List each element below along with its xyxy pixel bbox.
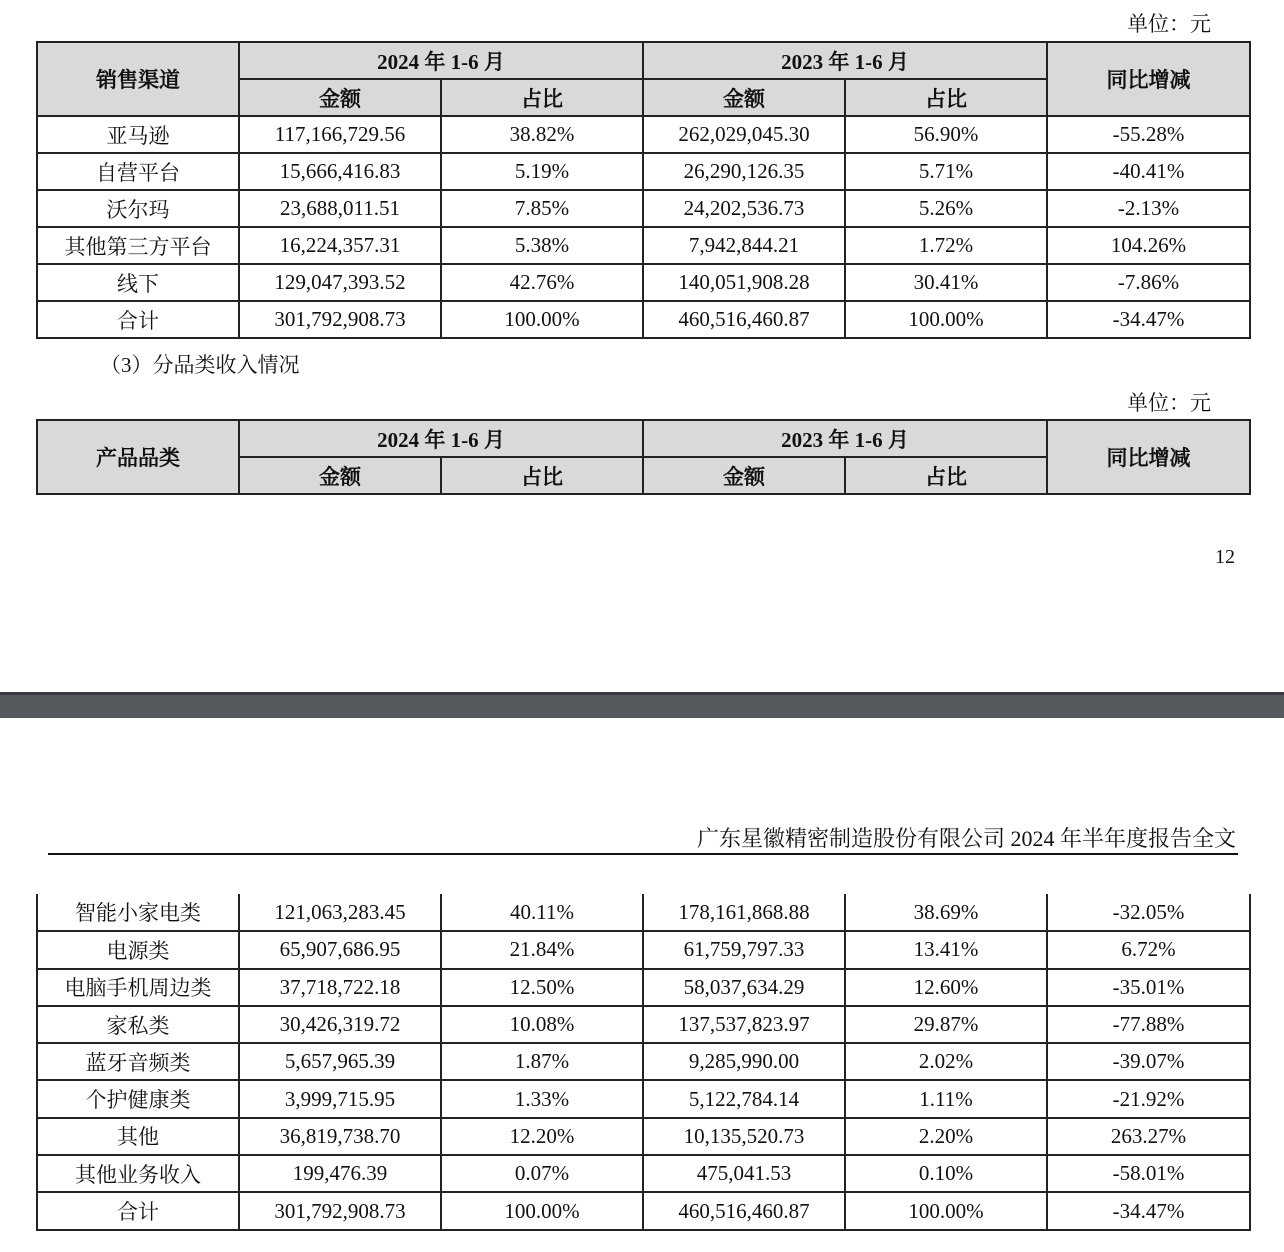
yoy-change: -34.47%: [1047, 1192, 1250, 1229]
row-name: 线下: [37, 264, 239, 301]
share-2023: 2.02%: [845, 1043, 1047, 1080]
amount-2024: 199,476.39: [239, 1155, 441, 1192]
page-bottom: [0, 718, 1284, 1252]
yoy-change: -39.07%: [1047, 1043, 1250, 1080]
amount-2024: 301,792,908.73: [239, 1192, 441, 1229]
amount-2024: 23,688,011.51: [239, 190, 441, 227]
header-amount-2024: 金额: [239, 457, 441, 494]
amount-2023: 7,942,844.21: [643, 227, 845, 264]
row-name: 其他第三方平台: [37, 227, 239, 264]
table-row-total: [37, 301, 1250, 338]
product-table-body: [36, 894, 1251, 1231]
amount-2023: 460,516,460.87: [643, 1192, 845, 1229]
table-row: [37, 153, 1250, 190]
table-row: [37, 1043, 1250, 1080]
yoy-change: 263.27%: [1047, 1118, 1250, 1155]
share-2024: 40.11%: [441, 894, 643, 931]
share-2023: 100.00%: [845, 1192, 1047, 1229]
table-row: [37, 190, 1250, 227]
amount-2024: 36,819,738.70: [239, 1118, 441, 1155]
header-yoy: 同比增减: [1047, 420, 1250, 494]
yoy-change: 104.26%: [1047, 227, 1250, 264]
header-amount-2023: 金额: [643, 457, 845, 494]
share-2024: 5.38%: [441, 227, 643, 264]
table-row: [37, 894, 1250, 931]
yoy-change: -34.47%: [1047, 301, 1250, 338]
amount-2024: 65,907,686.95: [239, 931, 441, 968]
amount-2024: 37,718,722.18: [239, 969, 441, 1006]
row-name: 家私类: [37, 1006, 239, 1043]
row-name: 合计: [37, 301, 239, 338]
amount-2024: 3,999,715.95: [239, 1080, 441, 1117]
amount-2023: 178,161,868.88: [643, 894, 845, 931]
row-name: 个护健康类: [37, 1080, 239, 1117]
page-number: 12: [1215, 546, 1235, 568]
amount-2024: 121,063,283.45: [239, 894, 441, 931]
row-name: 电源类: [37, 931, 239, 968]
yoy-change: 6.72%: [1047, 931, 1250, 968]
yoy-change: -32.05%: [1047, 894, 1250, 931]
amount-2024: 5,657,965.39: [239, 1043, 441, 1080]
share-2024: 0.07%: [441, 1155, 643, 1192]
page-separator: [0, 692, 1284, 718]
share-2024: 5.19%: [441, 153, 643, 190]
yoy-change: -58.01%: [1047, 1155, 1250, 1192]
table-row-total: [37, 1192, 1250, 1229]
share-2023: 1.72%: [845, 227, 1047, 264]
table-row: [37, 264, 1250, 301]
header-period-2023: 2023 年 1-6 月: [643, 42, 1047, 79]
yoy-change: -55.28%: [1047, 116, 1250, 153]
sales-channel-table: [36, 41, 1251, 339]
share-2023: 100.00%: [845, 301, 1047, 338]
header-share-2024: 占比: [441, 79, 643, 116]
amount-2023: 9,285,990.00: [643, 1043, 845, 1080]
header-period-2024: 2024 年 1-6 月: [239, 42, 643, 79]
table-row: [37, 969, 1250, 1006]
row-name: 亚马逊: [37, 116, 239, 153]
share-2024: 12.50%: [441, 969, 643, 1006]
header-sales-channel: 销售渠道: [37, 42, 239, 116]
header-period-2024: 2024 年 1-6 月: [239, 420, 643, 457]
row-name: 合计: [37, 1192, 239, 1229]
amount-2023: 262,029,045.30: [643, 116, 845, 153]
share-2024: 38.82%: [441, 116, 643, 153]
header-share-2023: 占比: [845, 79, 1047, 116]
amount-2024: 129,047,393.52: [239, 264, 441, 301]
share-2024: 21.84%: [441, 931, 643, 968]
header-product-category: 产品品类: [37, 420, 239, 494]
row-name: 其他业务收入: [37, 1155, 239, 1192]
share-2024: 100.00%: [441, 1192, 643, 1229]
page-separator-line: [0, 692, 1284, 695]
share-2024: 1.33%: [441, 1080, 643, 1117]
share-2023: 13.41%: [845, 931, 1047, 968]
table-row: [37, 1118, 1250, 1155]
header-period-2023: 2023 年 1-6 月: [643, 420, 1047, 457]
amount-2024: 301,792,908.73: [239, 301, 441, 338]
amount-2024: 16,224,357.31: [239, 227, 441, 264]
amount-2023: 61,759,797.33: [643, 931, 845, 968]
share-2024: 7.85%: [441, 190, 643, 227]
product-table-header: [36, 419, 1251, 495]
unit-label-2: 单位：元: [1127, 391, 1211, 415]
share-2024: 12.20%: [441, 1118, 643, 1155]
table-row: [37, 931, 1250, 968]
row-name: 蓝牙音频类: [37, 1043, 239, 1080]
share-2023: 38.69%: [845, 894, 1047, 931]
unit-label: 单位：元: [1127, 12, 1211, 36]
table-row: [37, 227, 1250, 264]
amount-2023: 5,122,784.14: [643, 1080, 845, 1117]
yoy-change: -21.92%: [1047, 1080, 1250, 1117]
amount-2023: 10,135,520.73: [643, 1118, 845, 1155]
share-2024: 42.76%: [441, 264, 643, 301]
yoy-change: -2.13%: [1047, 190, 1250, 227]
yoy-change: -77.88%: [1047, 1006, 1250, 1043]
share-2023: 29.87%: [845, 1006, 1047, 1043]
share-2023: 0.10%: [845, 1155, 1047, 1192]
share-2023: 1.11%: [845, 1080, 1047, 1117]
amount-2023: 26,290,126.35: [643, 153, 845, 190]
table-row: [37, 1080, 1250, 1117]
amount-2023: 140,051,908.28: [643, 264, 845, 301]
amount-2023: 475,041.53: [643, 1155, 845, 1192]
share-2023: 5.26%: [845, 190, 1047, 227]
row-name: 智能小家电类: [37, 894, 239, 931]
row-name: 其他: [37, 1118, 239, 1155]
table-row: [37, 1006, 1250, 1043]
yoy-change: -40.41%: [1047, 153, 1250, 190]
table-row: [37, 116, 1250, 153]
share-2024: 100.00%: [441, 301, 643, 338]
amount-2023: 460,516,460.87: [643, 301, 845, 338]
share-2023: 2.20%: [845, 1118, 1047, 1155]
yoy-change: -35.01%: [1047, 969, 1250, 1006]
share-2023: 30.41%: [845, 264, 1047, 301]
section-note: （3）分品类收入情况: [100, 353, 300, 377]
share-2023: 56.90%: [845, 116, 1047, 153]
amount-2023: 137,537,823.97: [643, 1006, 845, 1043]
amount-2023: 24,202,536.73: [643, 190, 845, 227]
yoy-change: -7.86%: [1047, 264, 1250, 301]
amount-2024: 30,426,319.72: [239, 1006, 441, 1043]
share-2023: 5.71%: [845, 153, 1047, 190]
row-name: 沃尔玛: [37, 190, 239, 227]
header-yoy: 同比增减: [1047, 42, 1250, 116]
report-header: 广东星徽精密制造股份有限公司 2024 年半年度报告全文: [696, 826, 1236, 851]
amount-2023: 58,037,634.29: [643, 969, 845, 1006]
header-rule: [48, 853, 1238, 855]
row-name: 电脑手机周边类: [37, 969, 239, 1006]
header-share-2023: 占比: [845, 457, 1047, 494]
share-2024: 1.87%: [441, 1043, 643, 1080]
table-row: [37, 1155, 1250, 1192]
header-share-2024: 占比: [441, 457, 643, 494]
amount-2024: 15,666,416.83: [239, 153, 441, 190]
share-2024: 10.08%: [441, 1006, 643, 1043]
header-amount-2023: 金额: [643, 79, 845, 116]
row-name: 自营平台: [37, 153, 239, 190]
amount-2024: 117,166,729.56: [239, 116, 441, 153]
share-2023: 12.60%: [845, 969, 1047, 1006]
header-amount-2024: 金额: [239, 79, 441, 116]
